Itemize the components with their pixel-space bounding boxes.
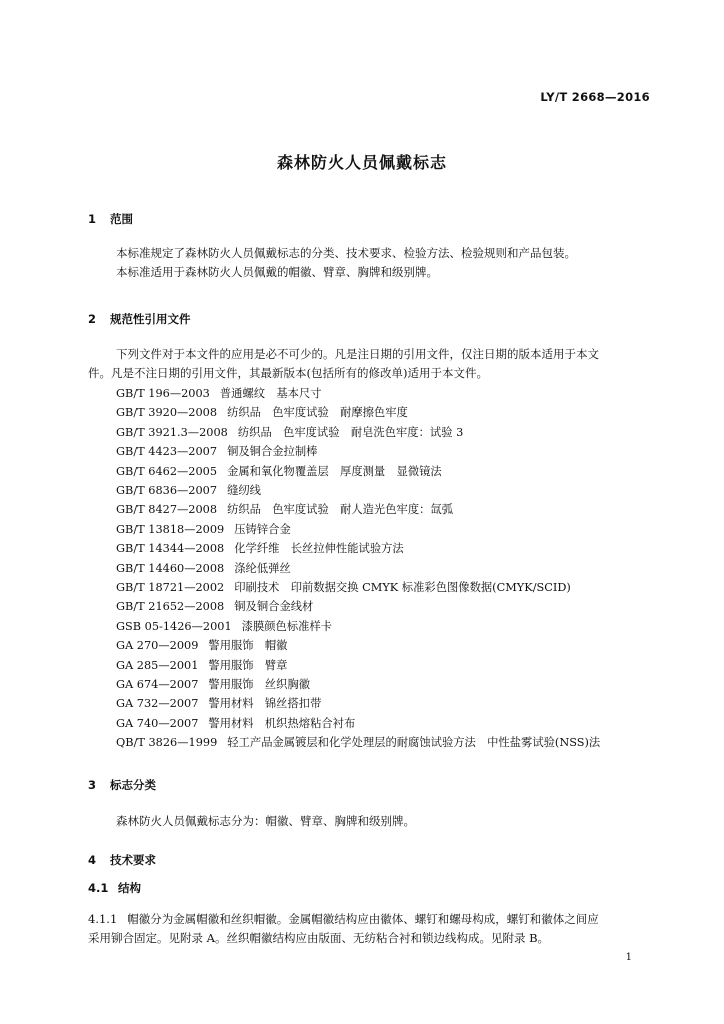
reference-title: 缝纫线 [227, 484, 261, 497]
section-1-paragraph-1: 本标准规定了森林防火人员佩戴标志的分类、技术要求、检验方法、检验规则和产品包装。 [116, 246, 576, 260]
reference-title: 纺织品 色牢度试验 耐人造光色牢度：氙弧 [227, 503, 454, 517]
section-4-heading [88, 852, 156, 868]
reference-code: GA 674—2007 [116, 678, 199, 691]
reference-item [116, 715, 355, 731]
clause-4-1-1-line-2: 采用铆合固定。见附录 A。丝织帽徽结构应由版面、无纺粘合衬和锁边线构成。见附录 B。 [88, 931, 550, 945]
reference-code: GB/T 13818—2009 [116, 522, 225, 536]
section-3-heading [88, 777, 156, 793]
reference-item [116, 443, 317, 459]
reference-title: 轻工产品金属镀层和化学处理层的耐腐蚀试验方法 中性盐雾试验(NSS)法 [227, 736, 601, 750]
section-1-heading [88, 211, 133, 227]
reference-code: GB/T 4423—2007 [116, 445, 218, 459]
reference-title: 压铸锌合金 [234, 522, 291, 536]
section-2-heading [88, 311, 191, 327]
section-number: 2 [88, 312, 97, 326]
reference-item [116, 618, 332, 634]
subsection-title: 结构 [118, 881, 141, 895]
reference-code: GB/T 196—2003 [116, 387, 210, 400]
reference-item [116, 404, 408, 420]
reference-code: GB/T 18721—2002 [116, 581, 225, 594]
reference-item [116, 540, 404, 556]
section-number: 3 [88, 778, 97, 792]
section-number: 4 [88, 853, 97, 867]
reference-code: GA 732—2007 [116, 697, 199, 711]
reference-title: 警用服饰 丝织胸徽 [208, 678, 311, 691]
clause-4-1-1-line-1 [88, 910, 599, 928]
section-title: 技术要求 [110, 853, 156, 867]
section-1-paragraph-2: 本标准适用于森林防火人员佩戴的帽徽、臂章、胸牌和级别牌。 [116, 265, 438, 279]
reference-code: GA 270—2009 [116, 639, 199, 653]
clause-text: 帽徽分为金属帽徽和丝织帽徽。金属帽徽结构应由徽体、螺钉和螺母构成，螺钉和徽体之间应 [127, 912, 599, 926]
reference-item [116, 598, 313, 614]
reference-code: GA 285—2001 [116, 658, 199, 672]
reference-title: 纺织品 色牢度试验 耐摩擦色牢度 [227, 406, 408, 420]
reference-title: 铜及铜合金拉制棒 [227, 445, 318, 459]
reference-item [116, 385, 322, 401]
reference-item [116, 734, 600, 750]
reference-title: 纺织品 色牢度试验 耐皂洗色牢度：试验 3 [237, 425, 464, 439]
subsection-number: 4.1 [88, 881, 109, 895]
reference-item [116, 695, 321, 711]
page-number: 1 [625, 952, 632, 963]
reference-item [116, 482, 261, 498]
reference-item [116, 501, 453, 517]
reference-title: 涤纶低弹丝 [234, 561, 291, 575]
section-2-intro-line-1: 下列文件对于本文件的应用是必不可少的。凡是注日期的引用文件，仅注日期的版本适用于本文 [116, 347, 599, 361]
reference-code: GSB 05-1426—2001 [116, 619, 232, 633]
section-title: 范围 [110, 212, 133, 226]
reference-code: GB/T 3921.3—2008 [116, 425, 228, 439]
reference-code: GB/T 3920—2008 [116, 406, 218, 420]
reference-title: 铜及铜合金线材 [234, 600, 314, 614]
reference-title: 警用服饰 臂章 [208, 658, 288, 672]
subsection-4-1-heading [88, 880, 141, 896]
reference-title: 警用材料 机织热熔粘合衬布 [208, 716, 356, 730]
section-3-paragraph: 森林防火人员佩戴标志分为：帽徽、臂章、胸牌和级别牌。 [116, 814, 415, 828]
reference-item [116, 579, 571, 595]
reference-item [116, 657, 287, 673]
reference-title: 印刷技术 印前数据交换 CMYK 标准彩色图像数据(CMYK/SCID) [234, 581, 571, 594]
reference-code: GB/T 8427—2008 [116, 503, 218, 517]
reference-item [116, 637, 287, 653]
reference-item [116, 424, 463, 440]
clause-number: 4.1.1 [88, 912, 118, 926]
section-title: 标志分类 [110, 778, 156, 792]
reference-title: 金属和氧化物覆盖层 厚度测量 显微镜法 [227, 464, 442, 478]
reference-code: GB/T 6836—2007 [116, 484, 218, 497]
reference-code: GB/T 14460—2008 [116, 561, 225, 575]
reference-code: GB/T 14344—2008 [116, 542, 225, 556]
section-number: 1 [88, 212, 97, 226]
section-2-intro-line-2: 件。凡是不注日期的引用文件，其最新版本(包括所有的修改单)适用于本文件。 [88, 366, 488, 380]
reference-title: 警用材料 锦丝搭扣带 [208, 697, 322, 711]
reference-code: GB/T 6462—2005 [116, 464, 218, 478]
standard-code: LY/T 2668—2016 [540, 90, 650, 104]
reference-title: 警用服饰 帽徽 [208, 639, 288, 653]
reference-item [116, 463, 442, 479]
reference-item [116, 521, 291, 537]
section-title: 规范性引用文件 [110, 312, 191, 326]
reference-title: 漆膜颜色标准样卡 [241, 619, 333, 633]
reference-code: GA 740—2007 [116, 716, 199, 730]
page-title: 森林防火人员佩戴标志 [276, 153, 447, 172]
reference-title: 化学纤维 长丝拉伸性能试验方法 [234, 542, 404, 556]
reference-code: QB/T 3826—1999 [116, 736, 218, 750]
reference-item [116, 560, 291, 576]
reference-title: 普通螺纹 基本尺寸 [219, 387, 322, 400]
reference-item [116, 676, 310, 692]
reference-code: GB/T 21652—2008 [116, 600, 225, 614]
